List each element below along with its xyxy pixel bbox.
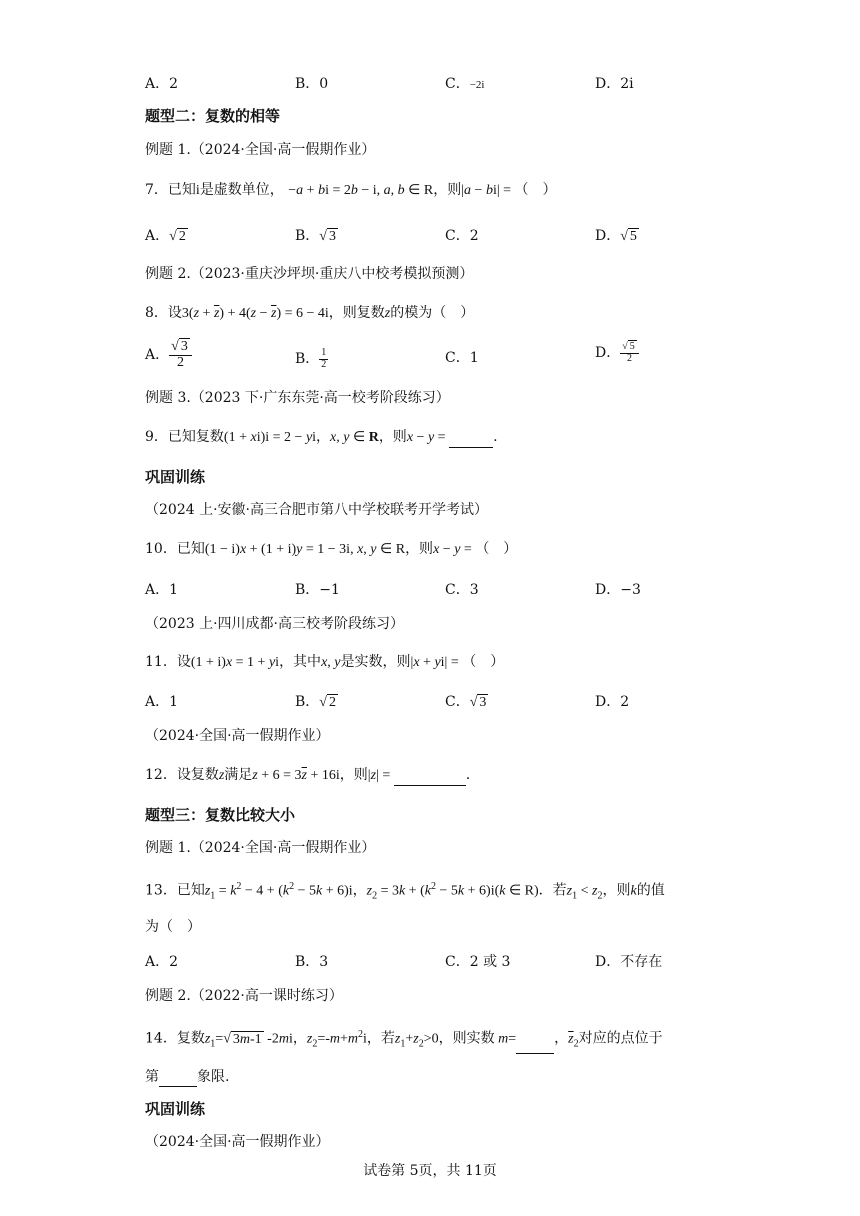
question-source: （2023 上·四川成都·高三校考阶段练习）: [145, 616, 404, 632]
q8-option-a: A． $\frac{√ 3}{2}$: [145, 340, 192, 370]
example-source: 例题 2.（2023·重庆沙坪坝·重庆八中校考模拟预测）: [145, 266, 474, 282]
question-13: 13．已知$z_1 = k^2 - 4 + (k^2 - 5k + 6)i$，$z_2 = 3k + (k^2 - 5k + 6)i(k$ ∈ R)．若$z_1 < z_2$，则k的值: [145, 881, 665, 902]
q8-option-b: B． $\frac{1}{2}$: [295, 347, 327, 370]
example-source: 例题 2.（2022·高一课时练习）: [145, 988, 343, 1004]
q6-option-a: A．2: [145, 76, 179, 92]
q13-option-b: B．3: [295, 954, 329, 970]
question-7: 7．已知i是虚数单位， −a + bi = 2b − i, a, b ∈ R，则|a − bi| = （ ）: [145, 182, 557, 198]
q7-option-c: C．2: [445, 228, 479, 244]
example-source: 例题 3.（2023 下·广东东莞·高一校考阶段练习）: [145, 390, 450, 406]
q8-option-c: C．1: [445, 350, 479, 366]
question-source: （2024·全国·高一假期作业）: [145, 728, 330, 744]
q13-option-d: D．不存在: [595, 954, 663, 970]
q13-option-c: C．2 或 3: [445, 954, 511, 970]
q13-option-a: A．2: [145, 954, 179, 970]
page-footer: 试卷第 5页，共 11页: [363, 1163, 497, 1179]
question-12: 12．设复数z满足$z + 6 = 3\overline{z} + 16i$，则|z| = .: [145, 765, 470, 786]
practice-title: 巩固训练: [145, 1100, 206, 1118]
q6-option-c: C．−2i: [445, 76, 485, 92]
section-title: 题型三：复数比较大小: [145, 806, 296, 824]
q6-option-d: D．2i: [595, 76, 634, 92]
question-13-continued: 为（ ）: [145, 919, 201, 935]
question-11: 11．设(1 + i)x = 1 + yi，其中x, y是实数，则|x + yi| = （ ）: [145, 654, 505, 670]
question-14-continued: 第 象限.: [145, 1069, 230, 1085]
q7-option-d: D．√ 5: [595, 228, 637, 244]
q10-option-a: A．1: [145, 582, 179, 598]
question-14: 14．复数$z_1=√$ 3m-1 -2mi，$z_2=-m+m^2i$，若$z_1+z_2>0$，则实数 m= ，$\overline{z}_2$对应的点位于: [145, 1025, 663, 1054]
q10-option-d: D．−3: [595, 582, 641, 598]
question-10: 10．已知(1 − i)x + (1 + i)y = 1 − 3i, x, y ∈ R，则x − y = （ ）: [145, 541, 518, 557]
q6-option-b: B．0: [295, 76, 329, 92]
q8-option-d: D． $\frac{√ 5}{2}$: [595, 342, 639, 364]
q7-option-a: A．√ 2: [145, 228, 186, 244]
q11-option-c: C．√ 3: [445, 694, 487, 710]
practice-title: 巩固训练: [145, 468, 206, 486]
q10-option-c: C．3: [445, 582, 479, 598]
q11-option-b: B．√ 2: [295, 694, 336, 710]
example-source: 例题 1.（2024·全国·高一假期作业）: [145, 142, 376, 158]
q11-option-d: D．2: [595, 694, 630, 710]
question-source: （2024·全国·高一假期作业）: [145, 1134, 330, 1150]
example-source: 例题 1.（2024·全国·高一假期作业）: [145, 840, 376, 856]
question-8: 8．设$3(z + \overline{z}) + 4(z - \overline{z}) = 6 - 4i$，则复数z的模为（ ）: [145, 305, 475, 321]
q11-option-a: A．1: [145, 694, 179, 710]
question-9: 9．已知复数(1 + xi)i = 2 − yi，x, y ∈ R，则x − y = .: [145, 427, 498, 448]
q7-option-b: B．√ 3: [295, 228, 336, 244]
question-source: （2024 上·安徽·高三合肥市第八中学校联考开学考试）: [145, 502, 488, 518]
q10-option-b: B．−1: [295, 582, 340, 598]
section-title: 题型二：复数的相等: [145, 107, 281, 125]
